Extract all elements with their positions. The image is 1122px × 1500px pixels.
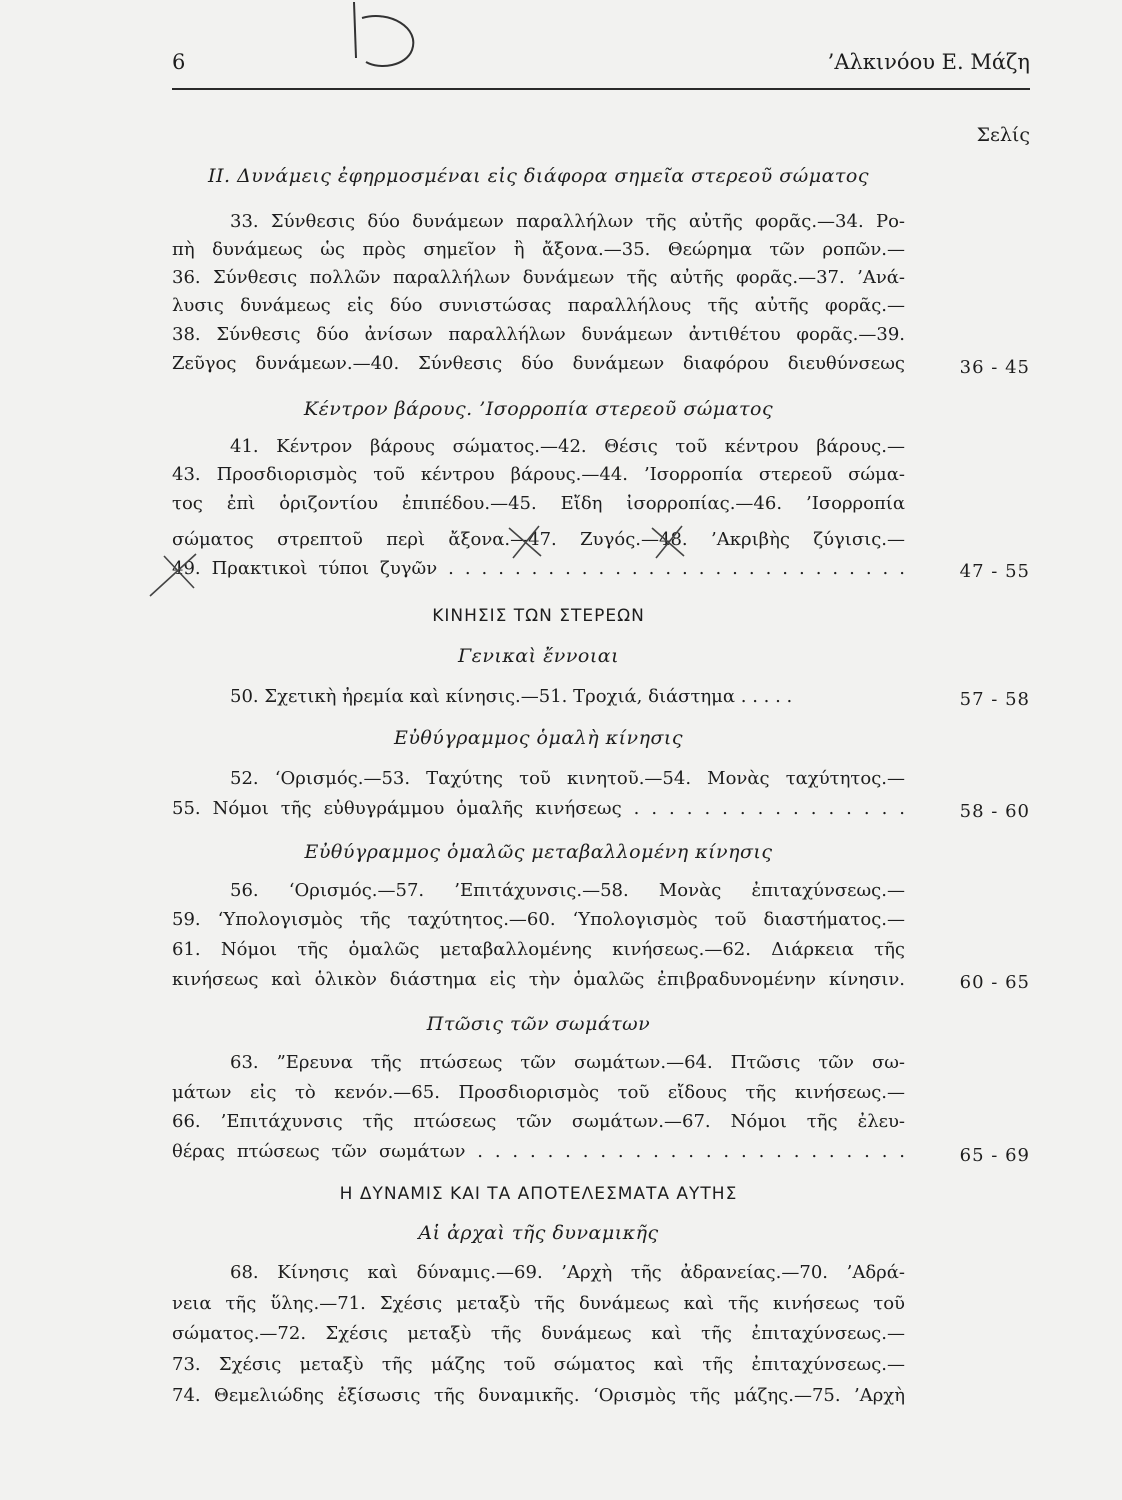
- page-number: 6: [172, 50, 186, 74]
- pages-column-label: Σελίς: [976, 124, 1030, 146]
- page-range: 58 - 60: [959, 801, 1030, 822]
- page-header: [172, 44, 1030, 90]
- part-heading: Η ΔΥΝΑΜΙΣ ΚΑΙ ΤΑ ΑΠΟΤΕΛΕΣΜΑΤΑ ΑΥΤΗΣ: [339, 1184, 738, 1204]
- toc-line: 49. Πρακτικοὶ τύποι ζυγῶν . . . . . . . . . . . . . . . . . . . . . . . . . . . .: [172, 558, 905, 579]
- pencil-cross-icon: [505, 524, 545, 560]
- toc-line: 66. ’Επιτάχυνσις τῆς πτώσεως τῶν σωμάτων.—67. Νόμοι τῆς ἐλευ-: [172, 1111, 905, 1132]
- toc-line: 56. ‘Ορισμός.—57. ’Επιτάχυνσις.—58. Μονὰς ἐπιταχύνσεως.—: [230, 880, 905, 901]
- pencil-cross-icon: [146, 548, 206, 598]
- toc-line: νεια τῆς ὕλης.—71. Σχέσις μεταξὺ τῆς δυνάμεως καὶ τῆς κινήσεως τοῦ: [172, 1293, 905, 1314]
- toc-line: 41. Κέντρον βάρους σώματος.—42. Θέσις τοῦ κέντρου βάρους.—: [230, 436, 905, 457]
- toc-line: 50. Σχετικὴ ἠρεμία καὶ κίνησις.—51. Τροχιά, διάστημα . . . . .: [230, 686, 793, 707]
- section-heading: Γενικαὶ ἔννοιαι: [457, 645, 620, 667]
- page-range: 57 - 58: [959, 689, 1030, 710]
- toc-line: 43. Προσδιορισμὸς τοῦ κέντρου βάρους.—44. ’Ισορροπία στερεοῦ σώμα-: [172, 464, 905, 485]
- section-heading: Πτῶσις τῶν σωμάτων: [426, 1013, 651, 1035]
- page-range: 47 - 55: [959, 561, 1030, 582]
- part-heading: ΚΙΝΗΣΙΣ ΤΩΝ ΣΤΕΡΕΩΝ: [432, 606, 645, 626]
- toc-line: σώματος.—72. Σχέσις μεταξὺ τῆς δυνάμεως καὶ τῆς ἐπιταχύνσεως.—: [172, 1323, 905, 1344]
- pencil-cross-icon: [648, 524, 688, 560]
- toc-line: 52. ‘Ορισμός.—53. Ταχύτης τοῦ κινητοῦ.—54. Μονὰς ταχύτητος.—: [230, 768, 905, 789]
- toc-line: 33. Σύνθεσις δύο δυνάμεων παραλλήλων τῆς αὐτῆς φορᾶς.—34. Ρο-: [230, 211, 905, 232]
- toc-line: μάτων εἰς τὸ κενόν.—65. Προσδιορισμὸς τοῦ εἴδους τῆς κινήσεως.—: [172, 1082, 905, 1103]
- toc-line: 61. Νόμοι τῆς ὁμαλῶς μεταβαλλομένης κινήσεως.—62. Διάρκεια τῆς: [172, 939, 905, 960]
- toc-line: 68. Κίνησις καὶ δύναμις.—69. ’Αρχὴ τῆς ἀδρανείας.—70. ’Αδρά-: [230, 1262, 905, 1283]
- toc-line: 59. ‘Υπολογισμὸς τῆς ταχύτητος.—60. ‘Υπολογισμὸς τοῦ διαστήματος.—: [172, 909, 905, 930]
- running-head: ’Αλκινόου Ε. Μάζη: [827, 50, 1030, 74]
- toc-line: θέρας πτώσεως τῶν σωμάτων . . . . . . . . . . . . . . . . . . . . . . . . .: [172, 1141, 905, 1162]
- toc-line: 55. Νόμοι τῆς εὐθυγράμμου ὁμαλῆς κινήσεως . . . . . . . . . . . . . . . .: [172, 798, 905, 819]
- toc-line: λυσις δυνάμεως εἰς δύο συνιστώσας παραλλήλους τῆς αὐτῆς φορᾶς.—: [172, 295, 905, 316]
- toc-line: 38. Σύνθεσις δύο ἀνίσων παραλλήλων δυνάμεων ἀντιθέτου φορᾶς.—39.: [172, 324, 905, 345]
- section-heading: II. Δυνάμεις ἐφηρμοσμέναι εἰς διάφορα σημεῖα στερεοῦ σώματος: [208, 165, 869, 187]
- section-heading: Εὐθύγραμμος ὁμαλῶς μεταβαλλομένη κίνησις: [304, 841, 773, 863]
- toc-line: 73. Σχέσις μεταξὺ τῆς μάζης τοῦ σώματος καὶ τῆς ἐπιταχύνσεως.—: [172, 1354, 905, 1375]
- section-heading: Κέντρον βάρους. ’Ισορροπία στερεοῦ σώματος: [303, 398, 774, 420]
- toc-line: κινήσεως καὶ ὁλικὸν διάστημα εἰς τὴν ὁμαλῶς ἐπιβραδυνομένην κίνησιν.: [172, 969, 905, 990]
- page-range: 60 - 65: [959, 972, 1030, 993]
- page-range: 36 - 45: [959, 357, 1030, 378]
- page-range: 65 - 69: [959, 1145, 1030, 1166]
- toc-line: 74. Θεμελιώδης ἐξίσωσις τῆς δυναμικῆς. ‘Ορισμὸς τῆς μάζης.—75. ’Αρχὴ: [172, 1385, 905, 1406]
- toc-line: σώματος στρεπτοῦ περὶ ἄξονα.—47. Ζυγός.—48. ’Ακριβὴς ζύγισις.—: [172, 529, 905, 550]
- toc-line: Ζεῦγος δυνάμεων.—40. Σύνθεσις δύο δυνάμεων διαφόρου διευθύνσεως: [172, 353, 905, 374]
- toc-line: πὴ δυνάμεως ὡς πρὸς σημεῖον ἢ ἄξονα.—35. Θεώρημα τῶν ροπῶν.—: [172, 239, 905, 260]
- section-heading: Αἱ ἀρχαὶ τῆς δυναμικῆς: [418, 1222, 659, 1244]
- toc-line: τος ἐπὶ ὁριζοντίου ἐπιπέδου.—45. Εἴδη ἰσορροπίας.—46. ’Ισορροπία: [172, 493, 905, 514]
- toc-line: 63. ”Ερευνα τῆς πτώσεως τῶν σωμάτων.—64. Πτῶσις τῶν σω-: [230, 1052, 905, 1073]
- toc-line: 36. Σύνθεσις πολλῶν παραλλήλων δυνάμεων τῆς αὐτῆς φορᾶς.—37. ’Ανά-: [172, 267, 905, 288]
- section-heading: Εὐθύγραμμος ὁμαλὴ κίνησις: [393, 727, 684, 749]
